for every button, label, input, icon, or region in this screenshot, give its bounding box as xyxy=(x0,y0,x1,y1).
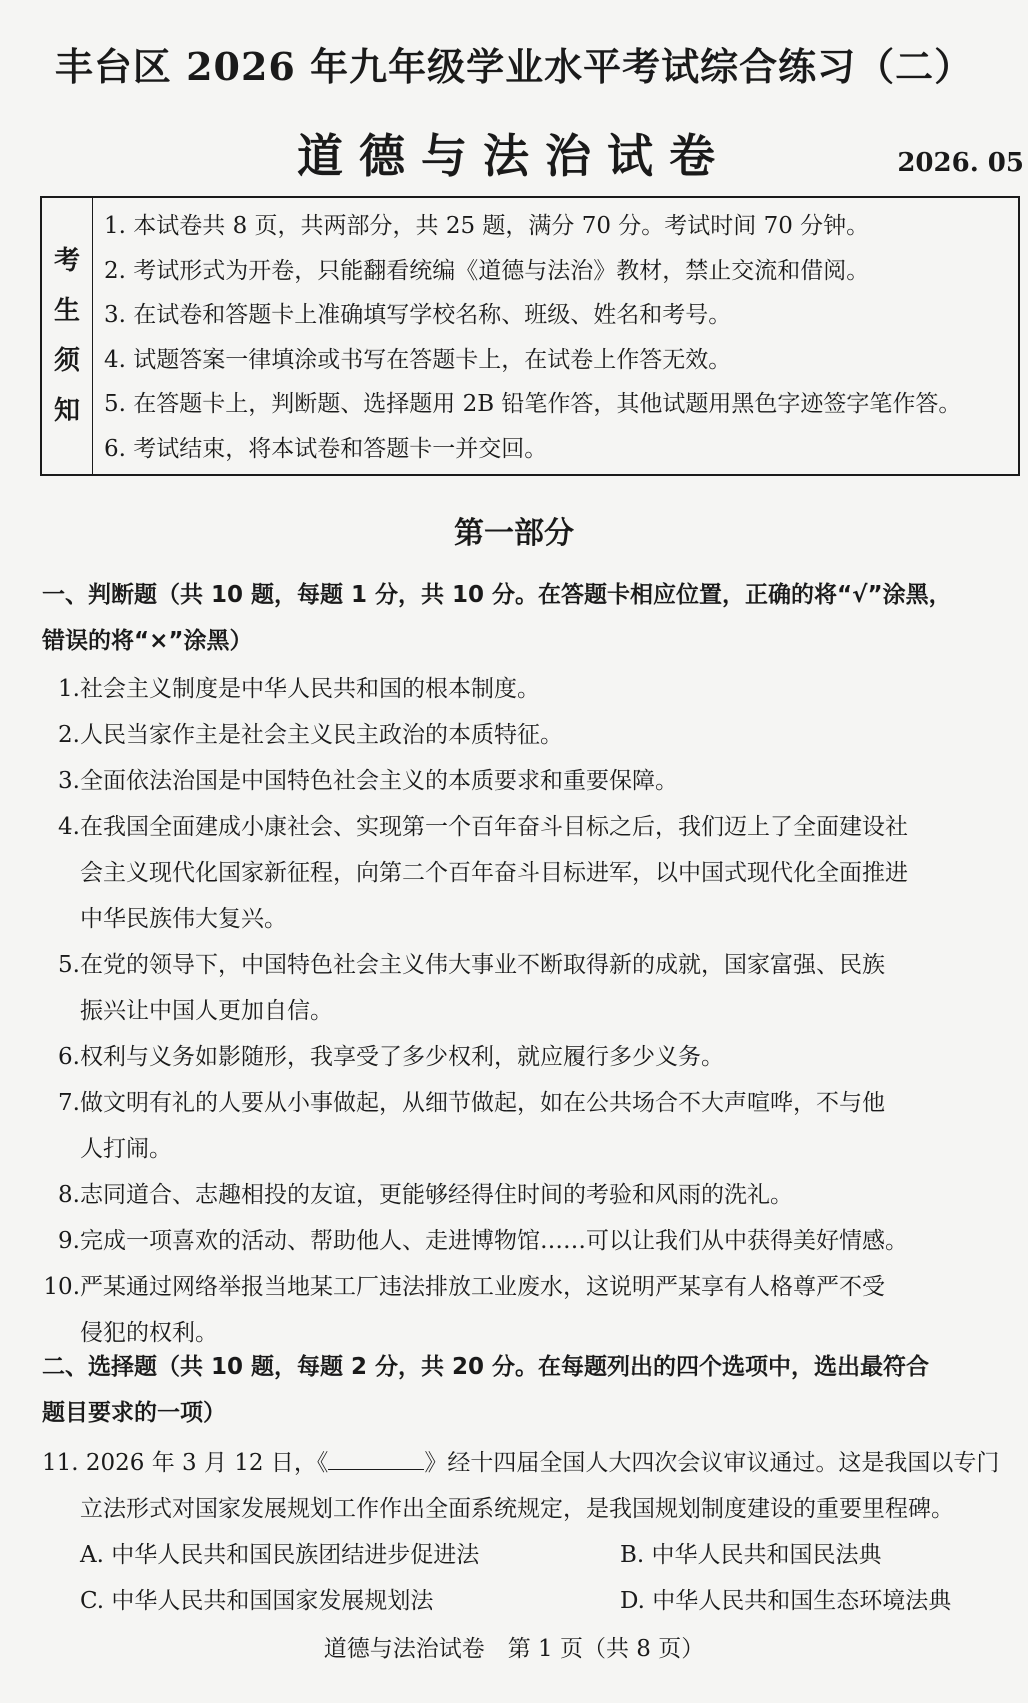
question-text: 振兴让中国人更加自信。 xyxy=(80,998,333,1024)
notice-label-char: 须 xyxy=(53,346,80,376)
question-item xyxy=(42,666,1022,712)
question-text: 人打闹。 xyxy=(80,1136,172,1162)
question-number: 4. xyxy=(58,814,80,840)
section-heading-judgement xyxy=(42,572,1022,664)
question-text: 社会主义制度是中华人民共和国的根本制度。 xyxy=(80,676,540,702)
question-text: 侵犯的权利。 xyxy=(80,1320,218,1346)
notice-list xyxy=(104,204,1014,471)
question-11-options xyxy=(80,1532,1020,1624)
fill-blank xyxy=(328,1447,424,1470)
notice-label-char: 知 xyxy=(53,396,80,426)
notice-label-char: 生 xyxy=(53,296,80,326)
question-number: 6. xyxy=(58,1044,80,1070)
question-number: 8. xyxy=(58,1182,80,1208)
section-heading-line: 错误的将“×”涂黑） xyxy=(42,628,253,654)
question-11 xyxy=(42,1440,1022,1532)
question-item xyxy=(42,1264,1022,1356)
question-text: 立法形式对国家发展规划工作作出全面系统规定，是我国规划制度建设的重要里程碑。 xyxy=(80,1496,954,1522)
section-heading-choice xyxy=(42,1344,1022,1436)
question-item xyxy=(42,758,1022,804)
question-item xyxy=(42,712,1022,758)
question-item xyxy=(42,1172,1022,1218)
section-heading-line: 二、选择题（共 10 题，每题 2 分，共 20 分。在每题列出的四个选项中，选出最符合 xyxy=(42,1354,930,1380)
question-number: 7. xyxy=(58,1090,80,1116)
part-title: 第一部分 xyxy=(454,516,574,551)
question-text: 》经十四届全国人大四次会议审议通过。这是我国以专门 xyxy=(424,1450,1000,1476)
notice-item: 3. 在试卷和答题卡上准确填写学校名称、班级、姓名和考号。 xyxy=(104,302,732,328)
question-text: 会主义现代化国家新征程，向第二个百年奋斗目标进军，以中国式现代化全面推进 xyxy=(80,860,908,886)
option-a: A. 中华人民共和国民族团结进步促进法 xyxy=(80,1542,480,1568)
question-text: 权利与义务如影随形，我享受了多少权利，就应履行多少义务。 xyxy=(80,1044,724,1070)
question-text: 严某通过网络举报当地某工厂违法排放工业废水，这说明严某享有人格尊严不受 xyxy=(80,1274,885,1300)
notice-item: 2. 考试形式为开卷，只能翻看统编《道德与法治》教材，禁止交流和借阅。 xyxy=(104,257,870,284)
question-number: 10. xyxy=(43,1274,80,1300)
question-text: 全面依法治国是中国特色社会主义的本质要求和重要保障。 xyxy=(80,768,678,794)
question-item xyxy=(42,804,1022,942)
question-number: 1. xyxy=(58,676,80,702)
page-footer: 道德与法治试卷 第 1 页（共 8 页） xyxy=(323,1636,705,1662)
judgement-question-list xyxy=(42,666,1022,1356)
question-item xyxy=(42,1080,1022,1172)
exam-title: 丰台区 2026 年九年级学业水平考试综合练习（二） xyxy=(54,44,974,89)
question-number: 2. xyxy=(58,722,80,748)
notice-label xyxy=(42,198,93,474)
option-b: B. 中华人民共和国民法典 xyxy=(620,1542,882,1568)
question-text: 中华民族伟大复兴。 xyxy=(80,906,287,932)
candidate-notice-box xyxy=(40,196,1020,476)
notice-item: 4. 试题答案一律填涂或书写在答题卡上，在试卷上作答无效。 xyxy=(104,346,732,373)
notice-item: 5. 在答题卡上，判断题、选择题用 2B 铅笔作答，其他试题用黑色字迹签字笔作答。 xyxy=(104,391,962,417)
question-item xyxy=(42,1034,1022,1080)
option-c: C. 中华人民共和国国家发展规划法 xyxy=(80,1588,434,1614)
question-number: 11. xyxy=(42,1450,79,1476)
exam-date: 2026. 05 xyxy=(897,148,1024,178)
section-heading-line: 一、判断题（共 10 题，每题 1 分，共 10 分。在答题卡相应位置，正确的将“√”涂黑， xyxy=(42,582,952,608)
notice-item: 6. 考试结束，将本试卷和答题卡一并交回。 xyxy=(104,435,548,462)
question-text: 人民当家作主是社会主义民主政治的本质特征。 xyxy=(80,722,563,748)
question-number: 9. xyxy=(58,1228,80,1254)
question-text: 在我国全面建成小康社会、实现第一个百年奋斗目标之后，我们迈上了全面建设社 xyxy=(80,814,908,840)
notice-label-char: 考 xyxy=(53,246,80,276)
question-text: 2026 年 3 月 12 日，《 xyxy=(85,1450,329,1476)
question-item xyxy=(42,942,1022,1034)
question-number: 3. xyxy=(58,768,80,794)
notice-item: 1. 本试卷共 8 页，共两部分，共 25 题，满分 70 分。考试时间 70 分钟。 xyxy=(104,213,870,239)
question-text: 完成一项喜欢的活动、帮助他人、走进博物馆……可以让我们从中获得美好情感。 xyxy=(80,1228,908,1254)
question-text: 在党的领导下，中国特色社会主义伟大事业不断取得新的成就，国家富强、民族 xyxy=(80,952,885,978)
subject-title: 道德与法治试卷 xyxy=(297,129,731,183)
question-text: 做文明有礼的人要从小事做起，从细节做起，如在公共场合不大声喧哗，不与他 xyxy=(80,1090,885,1116)
question-text: 志同道合、志趣相投的友谊，更能够经得住时间的考验和风雨的洗礼。 xyxy=(80,1182,793,1208)
question-item xyxy=(42,1218,1022,1264)
question-number: 5. xyxy=(58,952,80,978)
section-heading-line: 题目要求的一项） xyxy=(42,1400,226,1426)
option-d: D. 中华人民共和国生态环境法典 xyxy=(620,1588,952,1614)
